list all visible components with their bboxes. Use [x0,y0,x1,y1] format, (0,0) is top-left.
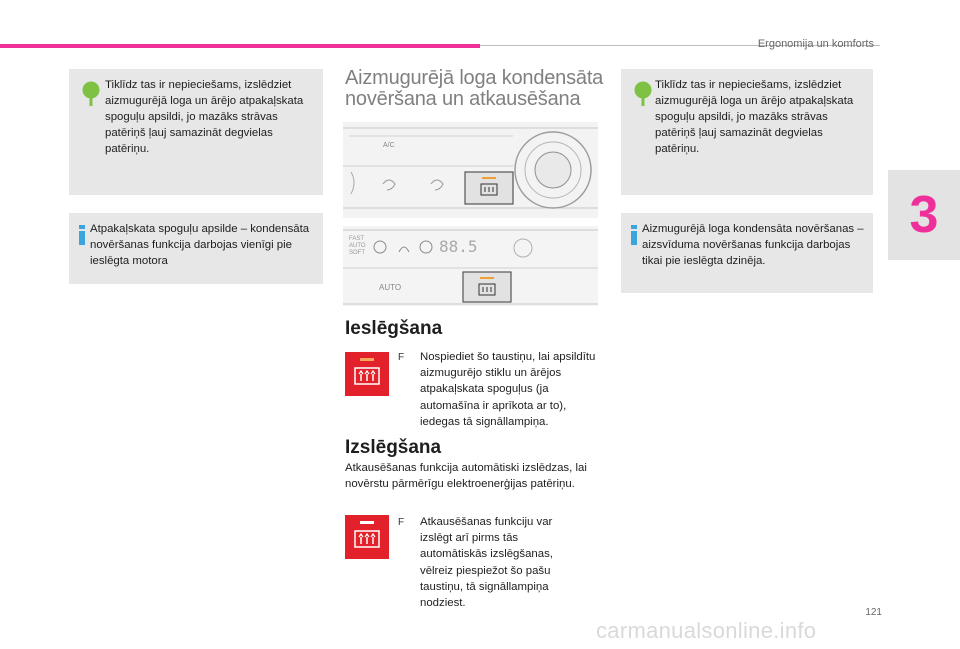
chapter-tab [888,170,960,260]
eco-note-box-left [69,69,323,195]
bullet-marker: F [398,352,405,363]
climate-panel-upper-drawing [343,122,598,218]
eco-leaf-icon [631,81,655,107]
bullet-marker: F [398,517,405,528]
chapter-title: Ergonomija un komforts [757,38,874,50]
section-title: Aizmugurējā loga kondensāta novēršana un atkausēšana [345,67,604,110]
info-icon [77,225,87,245]
heading-off: Izslēgšana [345,437,442,458]
header-accent-bar [0,44,480,48]
off-intro: Atkausēšanas funkcija automātiski izslēdzas, lai novērstu pārmērīgu elektroenerģijas patēriņu. [345,462,587,491]
page-number: 121 [865,607,882,618]
info-note-box-left [69,213,323,284]
climate-panel-lower [343,226,598,306]
rear-defrost-on-icon [345,352,389,396]
fast-auto-soft-label: FAST AUTO SOFT [349,236,366,256]
temperature-display: 88.5 [439,237,478,256]
rear-defrost-off-icon [345,515,389,559]
watermark: carmanualsonline.info [596,618,817,643]
ac-button-label: A/C [383,142,395,149]
eco-note-text-right: Tiklīdz tas ir nepieciešams, izslēdziet aizmugurējā loga un ārējo atpakaļskata spoguļu apsildi, jo mazāks strāvas patēriņš ļauj samazināt degvielas patēriņu. [655,79,854,155]
info-icon [629,225,639,245]
eco-note-box-right [621,69,873,195]
on-instruction: Nospiediet šo taustiņu, lai apsildītu aizmugurējo stiklu un ārējos atpakaļskata spoguļus (ja automašīna ir aprīkota ar to), iedegas tā signāllampiņa. [420,351,596,428]
chapter-number: 3 [909,186,939,244]
off-instruction: Atkausēšanas funkciju var izslēgt arī pirms tās automātiskās izslēgšanas, vēlreiz piespiežot šo pašu taustiņu, tā signāllampiņa nodziest. [420,516,553,610]
info-note-text-left: Atpakaļskata spoguļu apsilde – kondensāta novēršanas funkcija darbojas vienīgi pie ieslēgta motora [90,223,310,267]
info-note-text-right: Aizmugurējā loga kondensāta novēršanas – aizsvīduma novēršanas funkcija darbojas tikai pie ieslēgta dzinēja. [642,223,864,267]
heading-on: Ieslēgšana [345,318,443,339]
auto-button-label: AUTO [379,283,402,292]
climate-panel-upper [343,122,598,218]
eco-note-text-left: Tiklīdz tas ir nepieciešams, izslēdziet aizmugurējā loga un ārējo atpakaļskata spoguļu apsildi, jo mazāks strāvas patēriņš ļauj samazināt degvielas patēriņu. [105,79,304,155]
info-note-box-right [621,213,873,293]
eco-leaf-icon [79,81,103,107]
